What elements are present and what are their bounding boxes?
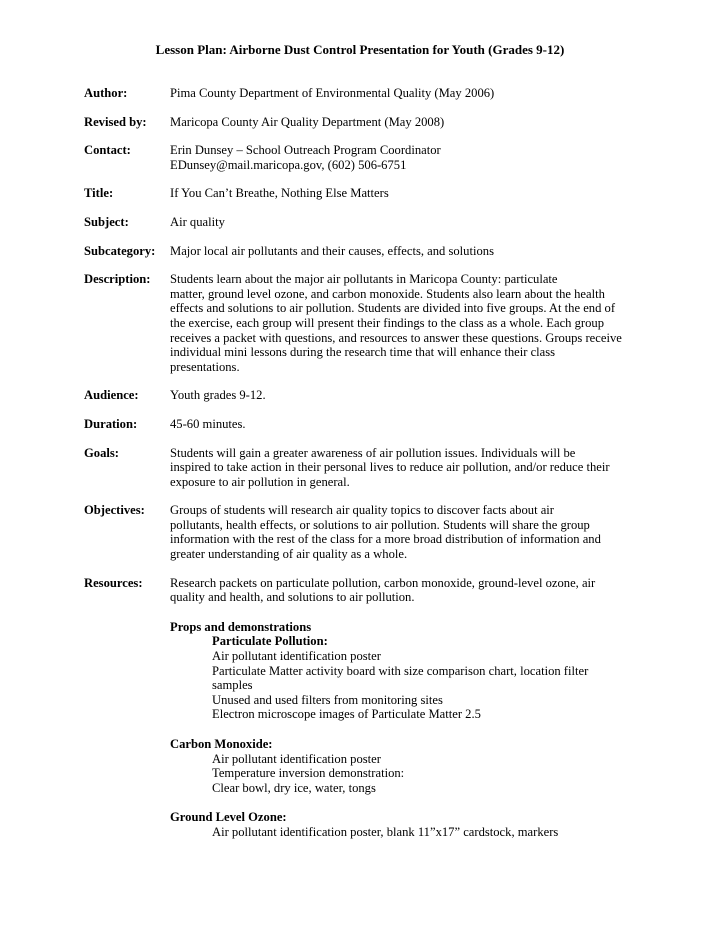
description-line: effects and solutions to air pollution. Students are divided into five groups. At the end of xyxy=(170,301,616,316)
description-line: the exercise, each group will present their findings to the class as a whole. Each group xyxy=(170,315,604,330)
goals-line: exposure to air pollution in general. xyxy=(170,474,350,489)
field-value-objectives xyxy=(170,503,644,561)
field-label-contact: Contact: xyxy=(84,143,131,158)
description-line: presentations. xyxy=(170,359,240,374)
carbon-monoxide-heading: Carbon Monoxide: xyxy=(170,737,273,751)
props-heading: Props and demonstrations xyxy=(170,619,312,634)
field-label-goals: Goals: xyxy=(84,445,119,460)
particulate-item: Particulate Matter activity board with size comparison chart, location filter xyxy=(212,663,589,678)
field-revised-by xyxy=(84,115,644,130)
objectives-line: greater understanding of air quality as a whole. xyxy=(170,547,408,562)
field-value-author: Pima County Department of Environmental Quality (May 2006) xyxy=(170,86,495,100)
field-label-duration: Duration: xyxy=(84,416,138,431)
lesson-plan-body xyxy=(84,86,644,840)
field-value-goals xyxy=(170,446,644,490)
objectives-line: Groups of students will research air quality topics to discover facts about air xyxy=(170,503,555,518)
contact-line: Erin Dunsey – School Outreach Program Coordinator xyxy=(170,143,441,158)
field-description xyxy=(84,272,644,374)
particulate-item: Unused and used filters from monitoring sites xyxy=(212,692,443,707)
contact-email-phone[interactable]: EDunsey@mail.maricopa.gov, (602) 506-6751 xyxy=(170,157,407,172)
goals-line: Students will gain a greater awareness of air pollution issues. Individuals will be xyxy=(170,445,576,460)
field-value-title: If You Can’t Breathe, Nothing Else Matters xyxy=(170,186,389,201)
field-label-subject: Subject: xyxy=(84,214,129,229)
description-line: receives a packet with questions, and resources to answer these questions. Groups receive xyxy=(170,330,622,345)
field-label-description: Description: xyxy=(84,272,151,287)
field-audience xyxy=(84,388,644,403)
description-line: Students learn about the major air pollutants in Maricopa County: particulate xyxy=(170,272,558,287)
field-contact xyxy=(84,143,644,172)
field-label-resources: Resources: xyxy=(84,575,143,590)
field-goals xyxy=(84,446,644,490)
field-value-description xyxy=(170,272,644,374)
carbon-monoxide-item: Air pollutant identification poster xyxy=(212,751,381,766)
field-value-resources xyxy=(170,576,644,840)
resources-line: quality and health, and solutions to air pollution. xyxy=(170,590,415,605)
field-author xyxy=(84,86,644,101)
particulate-item: samples xyxy=(212,678,253,693)
ozone-heading: Ground Level Ozone: xyxy=(170,810,287,825)
particulate-item: Air pollutant identification poster xyxy=(212,649,381,664)
field-value-subcategory: Major local air pollutants and their causes, effects, and solutions xyxy=(170,243,494,258)
carbon-monoxide-item: Temperature inversion demonstration: xyxy=(212,766,405,781)
field-subject xyxy=(84,215,644,230)
field-duration xyxy=(84,417,644,432)
field-label-audience: Audience: xyxy=(84,388,139,403)
field-value-revised-by: Maricopa County Air Quality Department (May 2008) xyxy=(170,114,445,129)
field-value-audience: Youth grades 9-12. xyxy=(170,388,266,403)
field-value-subject: Air quality xyxy=(170,214,225,229)
document-title: Lesson Plan: Airborne Dust Control Presentation for Youth (Grades 9-12) xyxy=(155,42,565,57)
carbon-monoxide-item: Clear bowl, dry ice, water, tongs xyxy=(212,780,376,795)
field-value-contact xyxy=(170,143,644,172)
particulate-item: Electron microscope images of Particulate Matter 2.5 xyxy=(212,707,481,722)
field-label-objectives: Objectives: xyxy=(84,503,145,518)
description-line: individual mini lessons during the research time that will enhance their class xyxy=(170,345,556,360)
field-objectives xyxy=(84,503,644,561)
field-resources xyxy=(84,576,644,840)
field-label-revised-by: Revised by: xyxy=(84,114,147,129)
objectives-line: information with the rest of the class for a more broad distribution of information and xyxy=(170,532,601,547)
field-label-author: Author: xyxy=(84,86,128,100)
objectives-line: pollutants, health effects, or solutions to air pollution. Students will share the group xyxy=(170,517,590,532)
field-label-subcategory: Subcategory: xyxy=(84,243,156,258)
field-subcategory xyxy=(84,244,644,259)
field-value-duration: 45-60 minutes. xyxy=(170,416,246,431)
goals-line: inspired to take action in their personal lives to reduce air pollution, and/or reduce their xyxy=(170,460,610,475)
field-label-title: Title: xyxy=(84,186,114,201)
description-line: matter, ground level ozone, and carbon monoxide. Students also learn about the health xyxy=(170,286,605,301)
ozone-item: Air pollutant identification poster, blank 11”x17” cardstock, markers xyxy=(212,824,559,839)
resources-line: Research packets on particulate pollution, carbon monoxide, ground-level ozone, air xyxy=(170,575,596,590)
particulate-heading: Particulate Pollution: xyxy=(212,634,328,649)
field-title xyxy=(84,186,644,201)
